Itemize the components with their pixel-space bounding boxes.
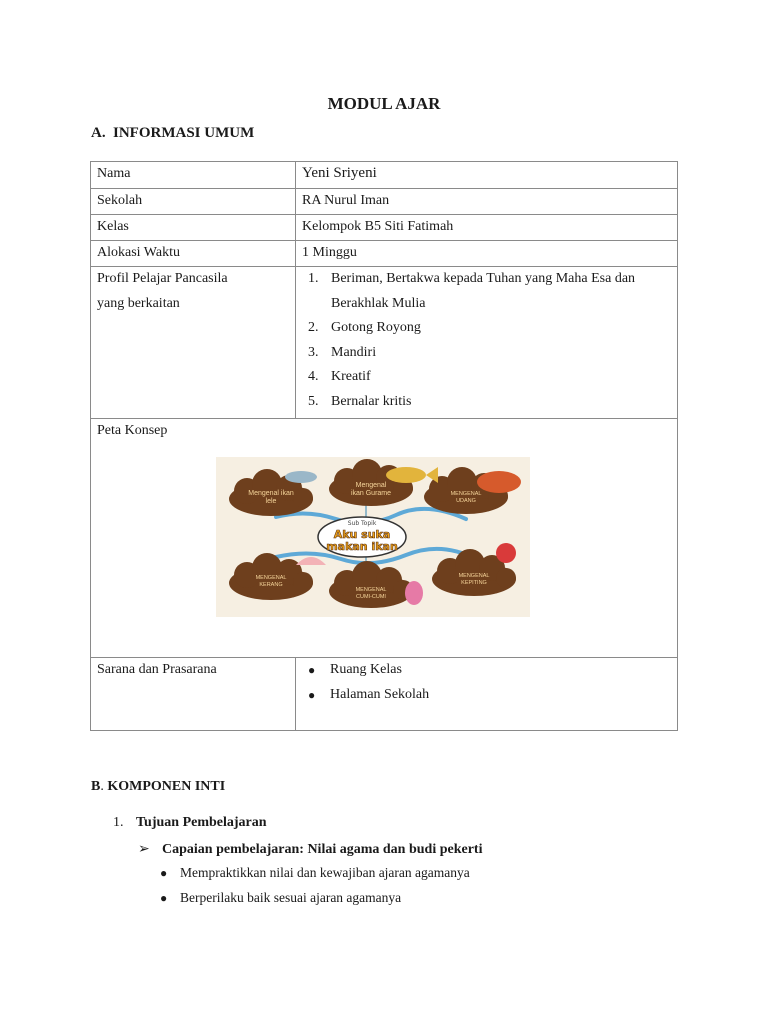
node-kerang-line2: KERANG [259,582,283,588]
sarana-item-text: Halaman Sekolah [330,686,430,702]
section-b-letter: B [91,779,101,794]
bullet-icon: ● [160,866,168,880]
profil-item-text: Bernalar kritis [331,393,412,409]
peta-konsep-label: Peta Konsep [97,423,168,438]
sekolah-value: RA Nurul Iman [296,189,678,215]
profil-item-number: 2. [308,320,319,335]
bullet-icon: ● [160,891,168,905]
alokasi-value: 1 Minggu [296,241,678,267]
node-kerang-line1: MENGENAL [255,575,287,581]
center-subtitle: Sub Topik [347,520,377,527]
concept-map-image [216,457,530,617]
center-title-line2: makan ikan [326,540,398,553]
profil-label [91,267,296,419]
profil-item-text: Gotong Royong [331,320,421,335]
tujuan-heading [113,815,267,831]
sarana-label: Sarana dan Prasarana [91,658,296,731]
tujuan-label: Tujuan Pembelajaran [136,815,267,830]
node-kepiting-line2: KEPITING [461,580,487,586]
profil-item-number: 5. [308,393,319,409]
profil-label-line1: Profil Pelajar Pancasila [97,271,228,286]
node-gurame-line2: ikan Gurame [350,490,392,497]
profil-item-text: Kreatif [331,369,371,384]
node-cumi-line1: MENGENAL [355,587,387,593]
sarana-list [302,658,671,707]
row-nama [91,162,678,189]
info-table [90,161,678,731]
capaian-label: Capaian pembelajaran: Nilai agama dan budi pekerti [162,842,483,857]
capaian-item [160,865,470,881]
section-a-heading [91,125,254,142]
bullet-icon: ● [308,687,316,702]
node-udang-line2: UDANG [456,498,476,504]
capaian-heading [138,841,482,858]
alokasi-label: Alokasi Waktu [91,241,296,267]
bullet-icon: ● [308,663,316,677]
node-lele-line2: lele [265,498,277,505]
capaian-item-text: Mempraktikkan nilai dan kewajiban ajaran agamanya [180,865,470,880]
capaian-item-text: Berperilaku baik sesuai ajaran agamanya [180,890,402,905]
kelas-label: Kelas [91,215,296,241]
concept-map-svg [216,457,530,617]
profil-item-text-cont: Berakhlak Mulia [331,295,426,311]
profil-item [302,390,671,415]
sarana-item [302,683,671,708]
profil-item [302,267,671,316]
node-lele-line1: Mengenal ikan [248,490,294,497]
center-title-line1: Aku suka [333,528,391,541]
profil-item [302,316,671,341]
tujuan-number: 1. [113,815,124,830]
row-alokasi [91,241,678,267]
row-sekolah [91,189,678,215]
profil-item-number: 4. [308,369,319,384]
section-b-dot: . [100,779,104,794]
row-kelas [91,215,678,241]
profil-item-text: Mandiri [331,344,377,360]
capaian-item [160,890,401,906]
document-title: MODUL AJAR [327,94,441,113]
node-gurame-line1: Mengenal [355,482,387,489]
node-udang-line1: MENGENAL [450,491,482,497]
row-peta-konsep [91,419,678,658]
section-b-heading [91,779,225,795]
profil-item-number: 1. [308,271,319,286]
profil-item [302,341,671,366]
sarana-item [302,658,671,683]
row-sarana [91,658,678,731]
node-kepiting-line1: MENGENAL [458,573,490,579]
profil-label-line2: yang berkaitan [97,295,180,311]
section-b-label: KOMPONEN INTI [103,779,226,794]
section-a-letter: A. [91,125,106,141]
row-profil [91,267,678,419]
peta-konsep-cell [91,419,678,658]
sekolah-label: Sekolah [91,189,296,215]
profil-item-text: Beriman, Bertakwa kepada Tuhan yang Maha Esa dan [331,271,636,286]
profil-item-number: 3. [308,344,319,360]
node-cumi-line2: CUMI-CUMI [356,594,386,600]
section-a-label: INFORMASI UMUM [113,125,255,141]
profil-item [302,365,671,390]
sarana-item-text: Ruang Kelas [330,662,402,677]
nama-label: Nama [91,162,296,189]
arrow-bullet-icon: ➢ [138,842,150,857]
profil-values [296,267,678,419]
sarana-values [296,658,678,731]
kelas-value: Kelompok B5 Siti Fatimah [296,215,678,241]
nama-value: Yeni Sriyeni [296,162,678,189]
profil-list [302,267,671,414]
